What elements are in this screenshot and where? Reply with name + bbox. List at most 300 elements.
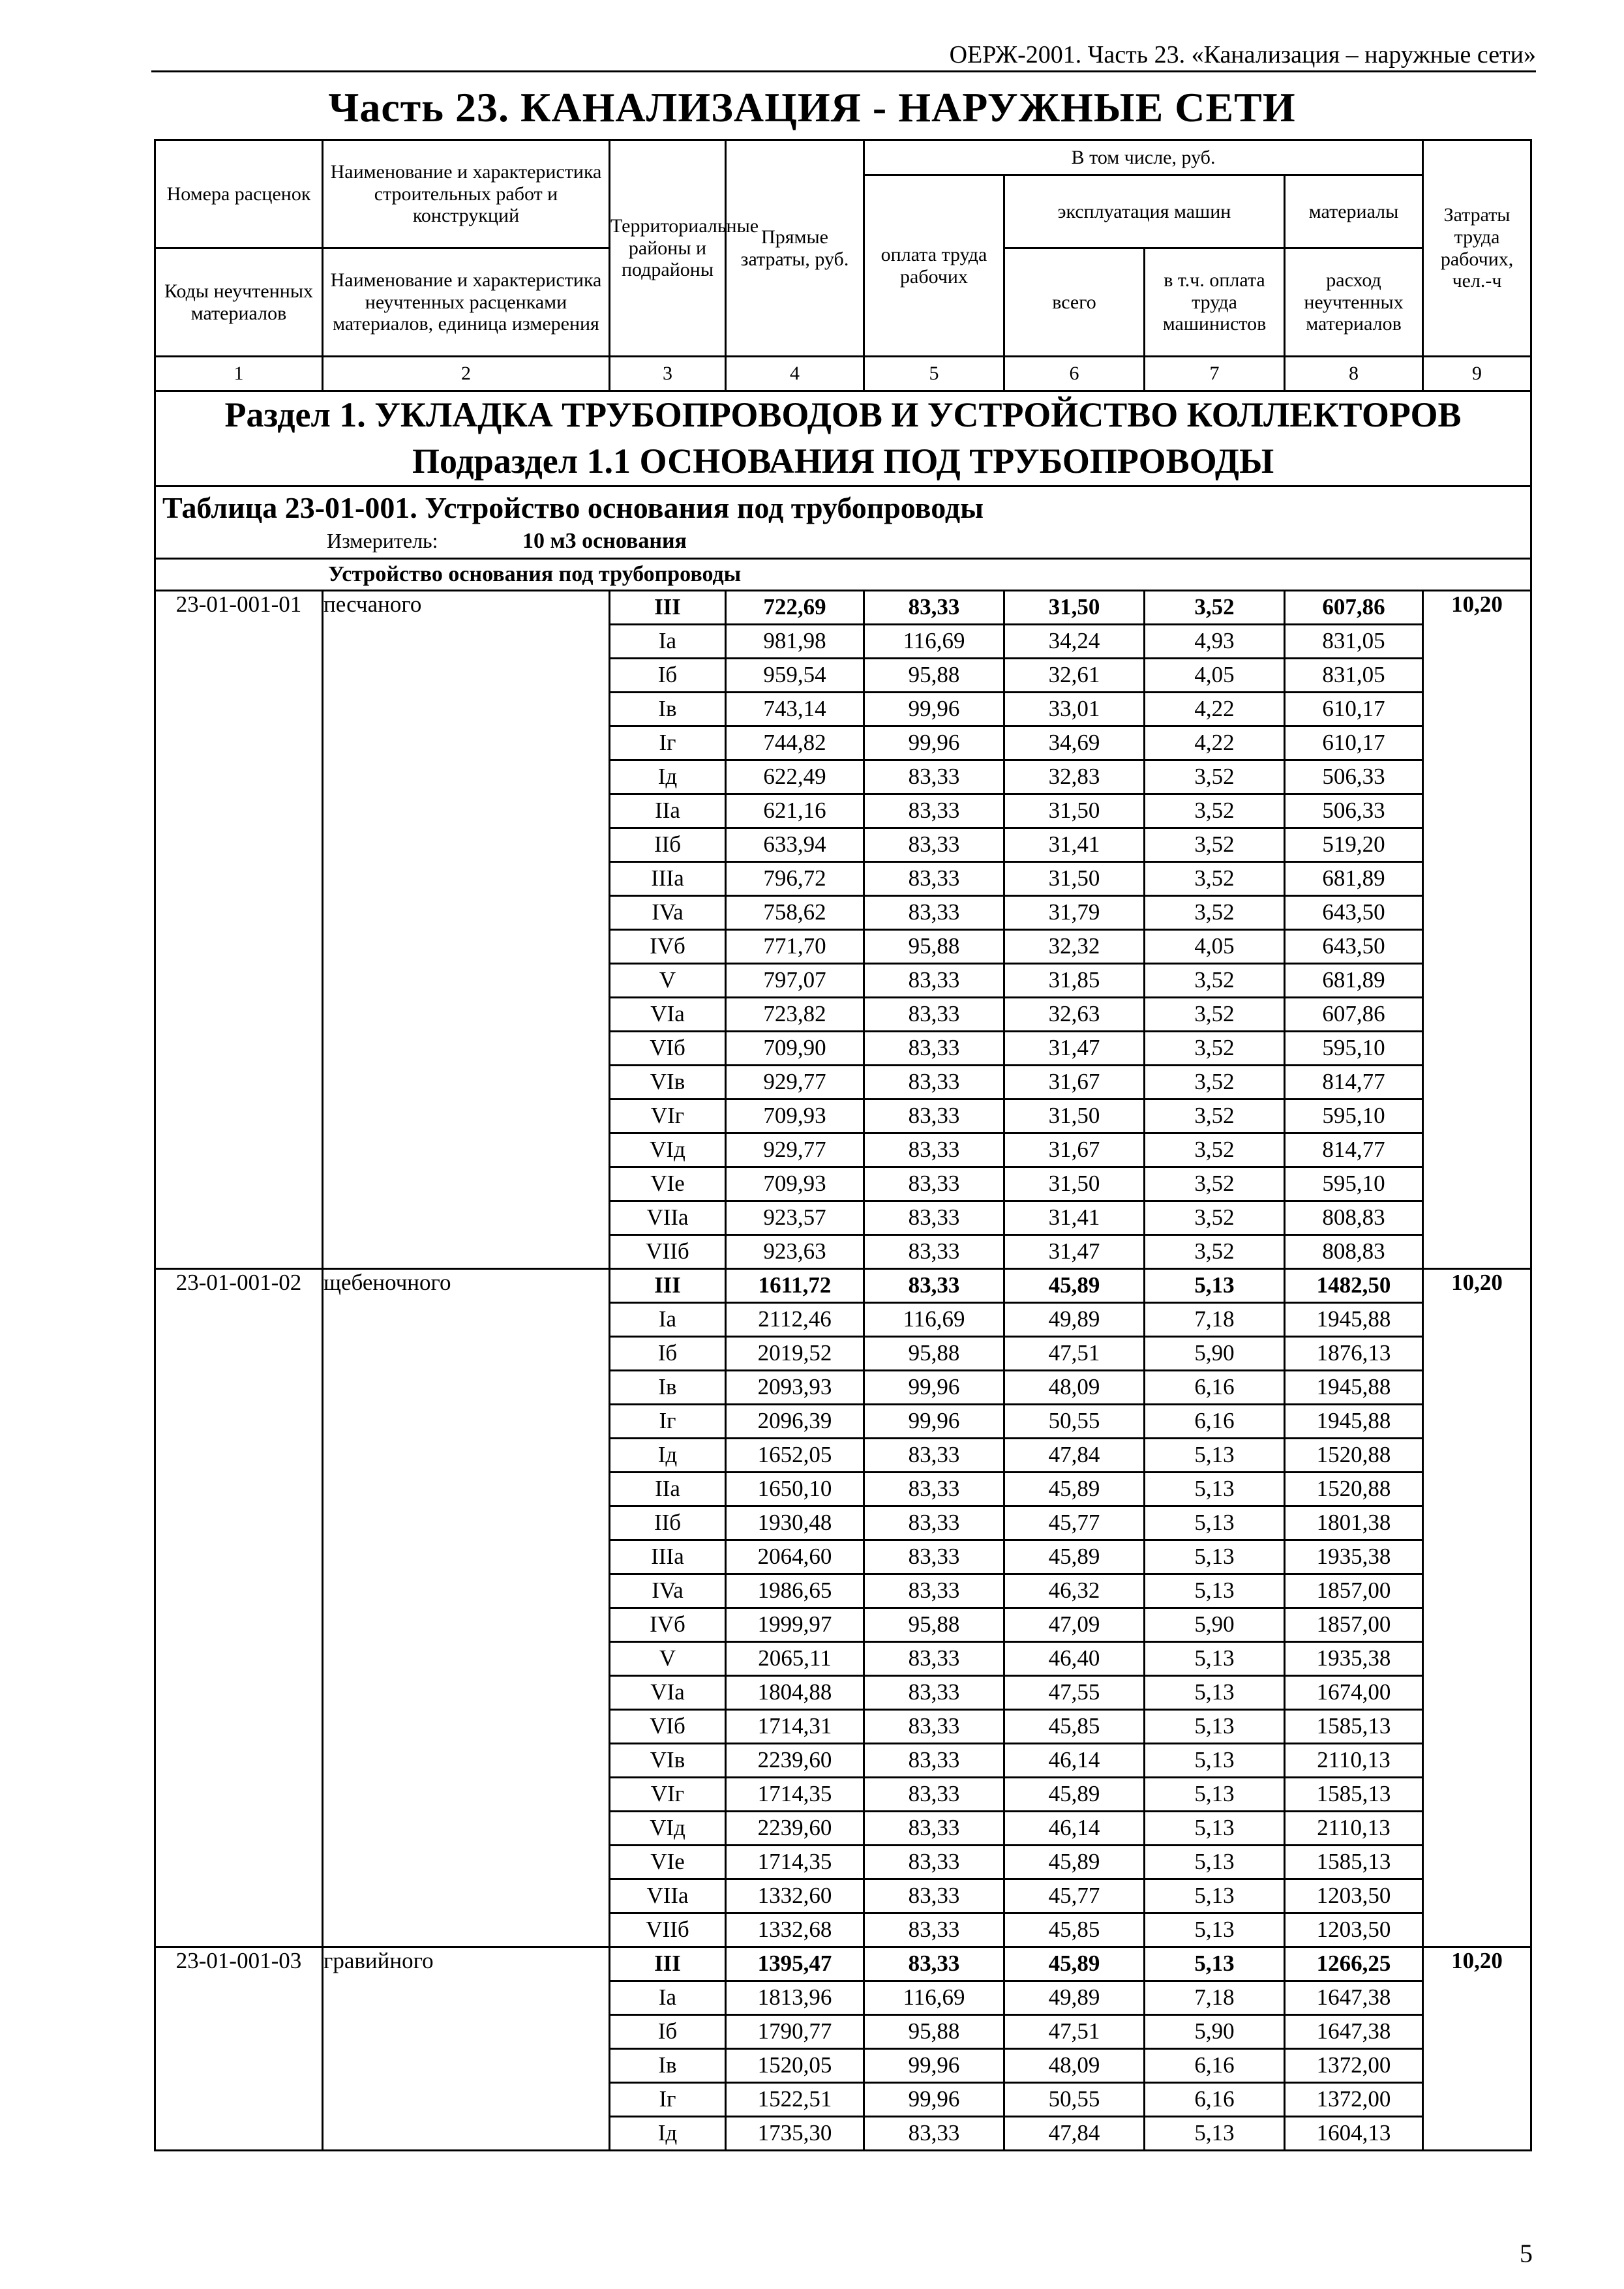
labor-pay-cell: 83,33 <box>864 1167 1004 1201</box>
region-cell: Iг <box>610 1404 726 1438</box>
materials-cell: 681,89 <box>1285 861 1423 895</box>
labor-pay-cell: 95,88 <box>864 1336 1004 1370</box>
labor-pay-cell: 83,33 <box>864 1472 1004 1506</box>
direct-cost-cell: 723,82 <box>726 997 864 1031</box>
region-cell: IVa <box>610 1574 726 1608</box>
materials-cell: 519,20 <box>1285 828 1423 861</box>
materials-cell: 643,50 <box>1285 929 1423 963</box>
region-cell: VIд <box>610 1811 726 1845</box>
region-cell: IVб <box>610 1608 726 1641</box>
region-cell: VIIa <box>610 1879 726 1913</box>
direct-cost-cell: 959,54 <box>726 658 864 692</box>
direct-cost-cell: 744,82 <box>726 726 864 760</box>
table-title: Таблица 23-01-001. Устройство основания под трубопроводы <box>155 486 1531 525</box>
machines-total-cell: 46,14 <box>1004 1811 1145 1845</box>
machines-total-cell: 34,24 <box>1004 624 1145 658</box>
labor-pay-cell: 83,33 <box>864 1777 1004 1811</box>
machines-total-cell: 31,50 <box>1004 861 1145 895</box>
machinist-pay-cell: 3,52 <box>1145 828 1285 861</box>
machines-total-cell: 31,50 <box>1004 1099 1145 1133</box>
machinist-pay-cell: 3,52 <box>1145 590 1285 624</box>
measure-value: 10 м3 основания <box>522 528 687 553</box>
direct-cost-cell: 1714,31 <box>726 1709 864 1743</box>
machines-total-cell: 45,89 <box>1004 1472 1145 1506</box>
materials-cell: 1647,38 <box>1285 1981 1423 2014</box>
direct-cost-cell: 1332,60 <box>726 1879 864 1913</box>
region-cell: Iв <box>610 1370 726 1404</box>
col6-header: всего <box>1004 248 1145 357</box>
col3-header: Территориальные районы и подрайоны <box>610 140 726 357</box>
labor-pay-cell: 83,33 <box>864 1641 1004 1675</box>
machines-total-cell: 31,50 <box>1004 590 1145 624</box>
direct-cost-cell: 929,77 <box>726 1133 864 1167</box>
region-cell: Iб <box>610 1336 726 1370</box>
labor-pay-cell: 83,33 <box>864 1811 1004 1845</box>
header-divider <box>151 70 1536 72</box>
col2-header-bottom: Наименование и характеристика неучтенных расценками материалов, единица измерения <box>323 248 610 357</box>
materials-cell: 1647,38 <box>1285 2014 1423 2048</box>
direct-cost-cell: 796,72 <box>726 861 864 895</box>
rate-name: песчаного <box>323 590 610 1268</box>
materials-cell: 1482,50 <box>1285 1268 1423 1302</box>
machinist-pay-cell: 5,13 <box>1145 1268 1285 1302</box>
machinist-pay-cell: 4,05 <box>1145 658 1285 692</box>
labor-pay-cell: 83,33 <box>864 1438 1004 1472</box>
labor-pay-cell: 116,69 <box>864 1981 1004 2014</box>
rate-name: щебеночного <box>323 1268 610 1947</box>
labor-pay-cell: 116,69 <box>864 1302 1004 1336</box>
rates-table <box>154 139 1532 2151</box>
column-number: 6 <box>1004 357 1145 391</box>
labor-pay-cell: 83,33 <box>864 861 1004 895</box>
section-title: Раздел 1. УКЛАДКА ТРУБОПРОВОДОВ И УСТРОЙСТВО КОЛЛЕКТОРОВ <box>224 395 1462 434</box>
machines-total-cell: 31,41 <box>1004 828 1145 861</box>
machines-total-cell: 45,85 <box>1004 1913 1145 1947</box>
direct-cost-cell: 2019,52 <box>726 1336 864 1370</box>
labor-pay-cell: 83,33 <box>864 997 1004 1031</box>
machinist-pay-cell: 3,52 <box>1145 794 1285 828</box>
region-cell: III <box>610 1947 726 1981</box>
machines-group-header: эксплуатация машин <box>1004 175 1285 248</box>
region-cell: VIIб <box>610 1234 726 1268</box>
rate-code: 23-01-001-01 <box>155 590 323 1268</box>
materials-cell: 1266,25 <box>1285 1947 1423 1981</box>
column-number: 3 <box>610 357 726 391</box>
materials-cell: 681,89 <box>1285 963 1423 997</box>
region-cell: IIIa <box>610 861 726 895</box>
machinist-pay-cell: 5,13 <box>1145 1879 1285 1913</box>
direct-cost-cell: 743,14 <box>726 692 864 726</box>
column-number: 8 <box>1285 357 1423 391</box>
machinist-pay-cell: 5,13 <box>1145 1947 1285 1981</box>
section-heading <box>155 391 1531 486</box>
machinist-pay-cell: 5,90 <box>1145 1336 1285 1370</box>
column-number: 7 <box>1145 357 1285 391</box>
region-cell: IIа <box>610 1472 726 1506</box>
machines-total-cell: 31,47 <box>1004 1031 1145 1065</box>
machinist-pay-cell: 7,18 <box>1145 1302 1285 1336</box>
col4-header: Прямые затраты, руб. <box>726 140 864 357</box>
machinist-pay-cell: 3,52 <box>1145 997 1285 1031</box>
machinist-pay-cell: 3,52 <box>1145 1065 1285 1099</box>
direct-cost-cell: 722,69 <box>726 590 864 624</box>
col8-header: расход неучтенных материалов <box>1285 248 1423 357</box>
labor-pay-cell: 83,33 <box>864 1574 1004 1608</box>
materials-cell: 808,83 <box>1285 1234 1423 1268</box>
region-cell: VIб <box>610 1709 726 1743</box>
direct-cost-cell: 1395,47 <box>726 1947 864 1981</box>
machinist-pay-cell: 4,93 <box>1145 624 1285 658</box>
materials-cell: 1585,13 <box>1285 1709 1423 1743</box>
labor-pay-cell: 83,33 <box>864 963 1004 997</box>
direct-cost-cell: 1332,68 <box>726 1913 864 1947</box>
machinist-pay-cell: 6,16 <box>1145 1370 1285 1404</box>
direct-cost-cell: 709,93 <box>726 1099 864 1133</box>
labor-pay-cell: 83,33 <box>864 1540 1004 1574</box>
labor-pay-cell: 95,88 <box>864 929 1004 963</box>
materials-cell: 1945,88 <box>1285 1370 1423 1404</box>
machines-total-cell: 34,69 <box>1004 726 1145 760</box>
machinist-pay-cell: 5,13 <box>1145 2116 1285 2150</box>
machines-total-cell: 50,55 <box>1004 1404 1145 1438</box>
region-cell: VIe <box>610 1845 726 1879</box>
table-row <box>155 1268 1531 1302</box>
materials-cell: 808,83 <box>1285 1201 1423 1234</box>
region-cell: VIд <box>610 1133 726 1167</box>
region-cell: Iд <box>610 760 726 794</box>
materials-cell: 1585,13 <box>1285 1845 1423 1879</box>
machines-total-cell: 48,09 <box>1004 2048 1145 2082</box>
region-cell: VIв <box>610 1065 726 1099</box>
running-header: ОЕРЖ-2001. Часть 23. «Канализация – наружные сети» <box>949 41 1536 68</box>
col1-header-bottom: Коды неучтенных материалов <box>155 248 323 357</box>
direct-cost-cell: 1714,35 <box>726 1777 864 1811</box>
materials-cell: 814,77 <box>1285 1133 1423 1167</box>
machines-total-cell: 31,67 <box>1004 1133 1145 1167</box>
machines-total-cell: 46,32 <box>1004 1574 1145 1608</box>
rate-code: 23-01-001-03 <box>155 1947 323 2150</box>
machines-total-cell: 33,01 <box>1004 692 1145 726</box>
machines-total-cell: 47,09 <box>1004 1608 1145 1641</box>
materials-cell: 1857,00 <box>1285 1574 1423 1608</box>
direct-cost-cell: 633,94 <box>726 828 864 861</box>
labor-pay-cell: 99,96 <box>864 726 1004 760</box>
machinist-pay-cell: 5,13 <box>1145 1777 1285 1811</box>
machines-total-cell: 45,89 <box>1004 1845 1145 1879</box>
machinist-pay-cell: 5,13 <box>1145 1845 1285 1879</box>
region-cell: Ia <box>610 624 726 658</box>
table-row <box>155 590 1531 624</box>
region-cell: Iг <box>610 726 726 760</box>
machinist-pay-cell: 5,13 <box>1145 1472 1285 1506</box>
machinist-pay-cell: 7,18 <box>1145 1981 1285 2014</box>
machinist-pay-cell: 3,52 <box>1145 1133 1285 1167</box>
labor-pay-cell: 83,33 <box>864 590 1004 624</box>
labor-pay-cell: 83,33 <box>864 794 1004 828</box>
machinist-pay-cell: 5,13 <box>1145 1743 1285 1777</box>
labor-pay-cell: 83,33 <box>864 2116 1004 2150</box>
column-number: 1 <box>155 357 323 391</box>
labor-pay-cell: 83,33 <box>864 1099 1004 1133</box>
column-number: 2 <box>323 357 610 391</box>
materials-cell: 643,50 <box>1285 895 1423 929</box>
materials-cell: 1935,38 <box>1285 1641 1423 1675</box>
materials-cell: 1945,88 <box>1285 1404 1423 1438</box>
materials-cell: 595,10 <box>1285 1031 1423 1065</box>
materials-group-header: материалы <box>1285 175 1423 248</box>
direct-cost-cell: 1520,05 <box>726 2048 864 2082</box>
region-cell: VIa <box>610 1675 726 1709</box>
direct-cost-cell: 1650,10 <box>726 1472 864 1506</box>
direct-cost-cell: 709,93 <box>726 1167 864 1201</box>
machinist-pay-cell: 5,13 <box>1145 1540 1285 1574</box>
direct-cost-cell: 758,62 <box>726 895 864 929</box>
machines-total-cell: 50,55 <box>1004 2082 1145 2116</box>
materials-cell: 506,33 <box>1285 760 1423 794</box>
direct-cost-cell: 923,57 <box>726 1201 864 1234</box>
materials-cell: 1935,38 <box>1285 1540 1423 1574</box>
machines-total-cell: 46,14 <box>1004 1743 1145 1777</box>
region-cell: VIг <box>610 1777 726 1811</box>
direct-cost-cell: 1522,51 <box>726 2082 864 2116</box>
machinist-pay-cell: 5,13 <box>1145 1709 1285 1743</box>
part-title: Часть 23. КАНАЛИЗАЦИЯ - НАРУЖНЫЕ СЕТИ <box>328 84 1296 130</box>
labor-pay-cell: 83,33 <box>864 1947 1004 1981</box>
included-group-header: В том числе, руб. <box>864 140 1423 175</box>
materials-cell: 607,86 <box>1285 590 1423 624</box>
col9-header: Затраты труда рабочих, чел.-ч <box>1423 140 1531 357</box>
machinist-pay-cell: 5,90 <box>1145 2014 1285 2048</box>
materials-cell: 1520,88 <box>1285 1472 1423 1506</box>
direct-cost-cell: 981,98 <box>726 624 864 658</box>
direct-cost-cell: 923,63 <box>726 1234 864 1268</box>
machines-total-cell: 31,85 <box>1004 963 1145 997</box>
region-cell: III <box>610 590 726 624</box>
labor-pay-cell: 99,96 <box>864 692 1004 726</box>
direct-cost-cell: 929,77 <box>726 1065 864 1099</box>
machines-total-cell: 31,67 <box>1004 1065 1145 1099</box>
machinist-pay-cell: 5,90 <box>1145 1608 1285 1641</box>
direct-cost-cell: 771,70 <box>726 929 864 963</box>
materials-cell: 1372,00 <box>1285 2082 1423 2116</box>
direct-cost-cell: 797,07 <box>726 963 864 997</box>
region-cell: V <box>610 963 726 997</box>
region-cell: Iд <box>610 2116 726 2150</box>
column-number: 5 <box>864 357 1004 391</box>
labor-pay-cell: 83,33 <box>864 1506 1004 1540</box>
labor-pay-cell: 83,33 <box>864 760 1004 794</box>
region-cell: VIe <box>610 1167 726 1201</box>
region-cell: IIа <box>610 794 726 828</box>
machinist-pay-cell: 3,52 <box>1145 895 1285 929</box>
machines-total-cell: 45,85 <box>1004 1709 1145 1743</box>
region-cell: Iв <box>610 692 726 726</box>
machinist-pay-cell: 5,13 <box>1145 1811 1285 1845</box>
machines-total-cell: 32,61 <box>1004 658 1145 692</box>
labor-pay-cell: 99,96 <box>864 1404 1004 1438</box>
direct-cost-cell: 1652,05 <box>726 1438 864 1472</box>
subsection-title: Подраздел 1.1 ОСНОВАНИЯ ПОД ТРУБОПРОВОДЫ <box>412 441 1274 481</box>
region-cell: VIIб <box>610 1913 726 1947</box>
machinist-pay-cell: 4,22 <box>1145 726 1285 760</box>
machines-total-cell: 31,50 <box>1004 1167 1145 1201</box>
direct-cost-cell: 709,90 <box>726 1031 864 1065</box>
direct-cost-cell: 1813,96 <box>726 1981 864 2014</box>
region-cell: IIIa <box>610 1540 726 1574</box>
machines-total-cell: 48,09 <box>1004 1370 1145 1404</box>
labor-pay-cell: 83,33 <box>864 1065 1004 1099</box>
region-cell: III <box>610 1268 726 1302</box>
materials-cell: 1801,38 <box>1285 1506 1423 1540</box>
labor-pay-cell: 83,33 <box>864 1234 1004 1268</box>
region-cell: IIб <box>610 1506 726 1540</box>
labor-hours-cell: 10,20 <box>1423 1268 1531 1947</box>
region-cell: VIб <box>610 1031 726 1065</box>
machines-total-cell: 46,40 <box>1004 1641 1145 1675</box>
direct-cost-cell: 622,49 <box>726 760 864 794</box>
labor-pay-cell: 95,88 <box>864 658 1004 692</box>
machinist-pay-cell: 3,52 <box>1145 1234 1285 1268</box>
machinist-pay-cell: 5,13 <box>1145 1574 1285 1608</box>
machinist-pay-cell: 4,22 <box>1145 692 1285 726</box>
materials-cell: 1585,13 <box>1285 1777 1423 1811</box>
labor-pay-cell: 83,33 <box>864 1743 1004 1777</box>
machinist-pay-cell: 3,52 <box>1145 963 1285 997</box>
region-cell: IIб <box>610 828 726 861</box>
region-cell: Iв <box>610 2048 726 2082</box>
region-cell: VIв <box>610 1743 726 1777</box>
col5-header: оплата труда рабочих <box>864 175 1004 357</box>
labor-pay-cell: 83,33 <box>864 1879 1004 1913</box>
direct-cost-cell: 2112,46 <box>726 1302 864 1336</box>
labor-pay-cell: 83,33 <box>864 828 1004 861</box>
machines-total-cell: 31,79 <box>1004 895 1145 929</box>
machines-total-cell: 32,63 <box>1004 997 1145 1031</box>
measure-row <box>155 525 1531 559</box>
materials-cell: 1876,13 <box>1285 1336 1423 1370</box>
labor-hours-cell: 10,20 <box>1423 1947 1531 2150</box>
direct-cost-cell: 2093,93 <box>726 1370 864 1404</box>
materials-cell: 1674,00 <box>1285 1675 1423 1709</box>
region-cell: IVб <box>610 929 726 963</box>
materials-cell: 1520,88 <box>1285 1438 1423 1472</box>
machines-total-cell: 32,83 <box>1004 760 1145 794</box>
machines-total-cell: 45,89 <box>1004 1540 1145 1574</box>
direct-cost-cell: 2064,60 <box>726 1540 864 1574</box>
machinist-pay-cell: 5,13 <box>1145 1438 1285 1472</box>
materials-cell: 506,33 <box>1285 794 1423 828</box>
machines-total-cell: 45,77 <box>1004 1506 1145 1540</box>
materials-cell: 2110,13 <box>1285 1811 1423 1845</box>
machines-total-cell: 32,32 <box>1004 929 1145 963</box>
labor-pay-cell: 83,33 <box>864 1133 1004 1167</box>
machinist-pay-cell: 3,52 <box>1145 861 1285 895</box>
machines-total-cell: 47,84 <box>1004 2116 1145 2150</box>
direct-cost-cell: 2239,60 <box>726 1811 864 1845</box>
materials-cell: 2110,13 <box>1285 1743 1423 1777</box>
machinist-pay-cell: 6,16 <box>1145 2048 1285 2082</box>
region-cell: VIIa <box>610 1201 726 1234</box>
materials-cell: 831,05 <box>1285 658 1423 692</box>
materials-cell: 831,05 <box>1285 624 1423 658</box>
materials-cell: 610,17 <box>1285 726 1423 760</box>
machinist-pay-cell: 5,13 <box>1145 1641 1285 1675</box>
measure-label: Измеритель: <box>327 528 438 552</box>
direct-cost-cell: 2096,39 <box>726 1404 864 1438</box>
column-numbers-row <box>155 357 1531 391</box>
labor-pay-cell: 83,33 <box>864 1709 1004 1743</box>
materials-cell: 1945,88 <box>1285 1302 1423 1336</box>
direct-cost-cell: 1986,65 <box>726 1574 864 1608</box>
labor-pay-cell: 83,33 <box>864 1913 1004 1947</box>
machinist-pay-cell: 3,52 <box>1145 760 1285 794</box>
labor-pay-cell: 99,96 <box>864 2048 1004 2082</box>
region-cell: Iб <box>610 658 726 692</box>
column-number: 9 <box>1423 357 1531 391</box>
machinist-pay-cell: 5,13 <box>1145 1913 1285 1947</box>
region-cell: IVa <box>610 895 726 929</box>
labor-pay-cell: 83,33 <box>864 1675 1004 1709</box>
direct-cost-cell: 2065,11 <box>726 1641 864 1675</box>
region-cell: Ia <box>610 1981 726 2014</box>
direct-cost-cell: 1611,72 <box>726 1268 864 1302</box>
labor-pay-cell: 83,33 <box>864 895 1004 929</box>
machinist-pay-cell: 5,13 <box>1145 1675 1285 1709</box>
machinist-pay-cell: 3,52 <box>1145 1099 1285 1133</box>
materials-cell: 1372,00 <box>1285 2048 1423 2082</box>
rate-name: гравийного <box>323 1947 610 2150</box>
labor-pay-cell: 83,33 <box>864 1268 1004 1302</box>
machines-total-cell: 45,77 <box>1004 1879 1145 1913</box>
labor-pay-cell: 95,88 <box>864 2014 1004 2048</box>
labor-pay-cell: 116,69 <box>864 624 1004 658</box>
machinist-pay-cell: 4,05 <box>1145 929 1285 963</box>
region-cell: VIг <box>610 1099 726 1133</box>
direct-cost-cell: 1790,77 <box>726 2014 864 2048</box>
labor-hours-cell: 10,20 <box>1423 590 1531 1268</box>
machines-total-cell: 31,50 <box>1004 794 1145 828</box>
machines-total-cell: 47,51 <box>1004 1336 1145 1370</box>
region-cell: Iд <box>610 1438 726 1472</box>
labor-pay-cell: 83,33 <box>864 1031 1004 1065</box>
materials-cell: 1604,13 <box>1285 2116 1423 2150</box>
direct-cost-cell: 1735,30 <box>726 2116 864 2150</box>
materials-cell: 814,77 <box>1285 1065 1423 1099</box>
machinist-pay-cell: 3,52 <box>1145 1201 1285 1234</box>
materials-cell: 595,10 <box>1285 1167 1423 1201</box>
machines-total-cell: 45,89 <box>1004 1777 1145 1811</box>
labor-pay-cell: 83,33 <box>864 1201 1004 1234</box>
direct-cost-cell: 2239,60 <box>726 1743 864 1777</box>
labor-pay-cell: 95,88 <box>864 1608 1004 1641</box>
machines-total-cell: 49,89 <box>1004 1981 1145 2014</box>
machines-total-cell: 45,89 <box>1004 1947 1145 1981</box>
labor-pay-cell: 99,96 <box>864 2082 1004 2116</box>
region-cell: Iг <box>610 2082 726 2116</box>
col1-header-top: Номера расценок <box>155 140 323 248</box>
region-cell: VIa <box>610 997 726 1031</box>
region-cell: Ia <box>610 1302 726 1336</box>
machines-total-cell: 47,55 <box>1004 1675 1145 1709</box>
col7-header: в т.ч. оплата труда машинистов <box>1145 248 1285 357</box>
materials-cell: 1203,50 <box>1285 1879 1423 1913</box>
region-cell: V <box>610 1641 726 1675</box>
machines-total-cell: 47,84 <box>1004 1438 1145 1472</box>
machinist-pay-cell: 3,52 <box>1145 1167 1285 1201</box>
direct-cost-cell: 621,16 <box>726 794 864 828</box>
materials-cell: 595,10 <box>1285 1099 1423 1133</box>
machines-total-cell: 31,47 <box>1004 1234 1145 1268</box>
